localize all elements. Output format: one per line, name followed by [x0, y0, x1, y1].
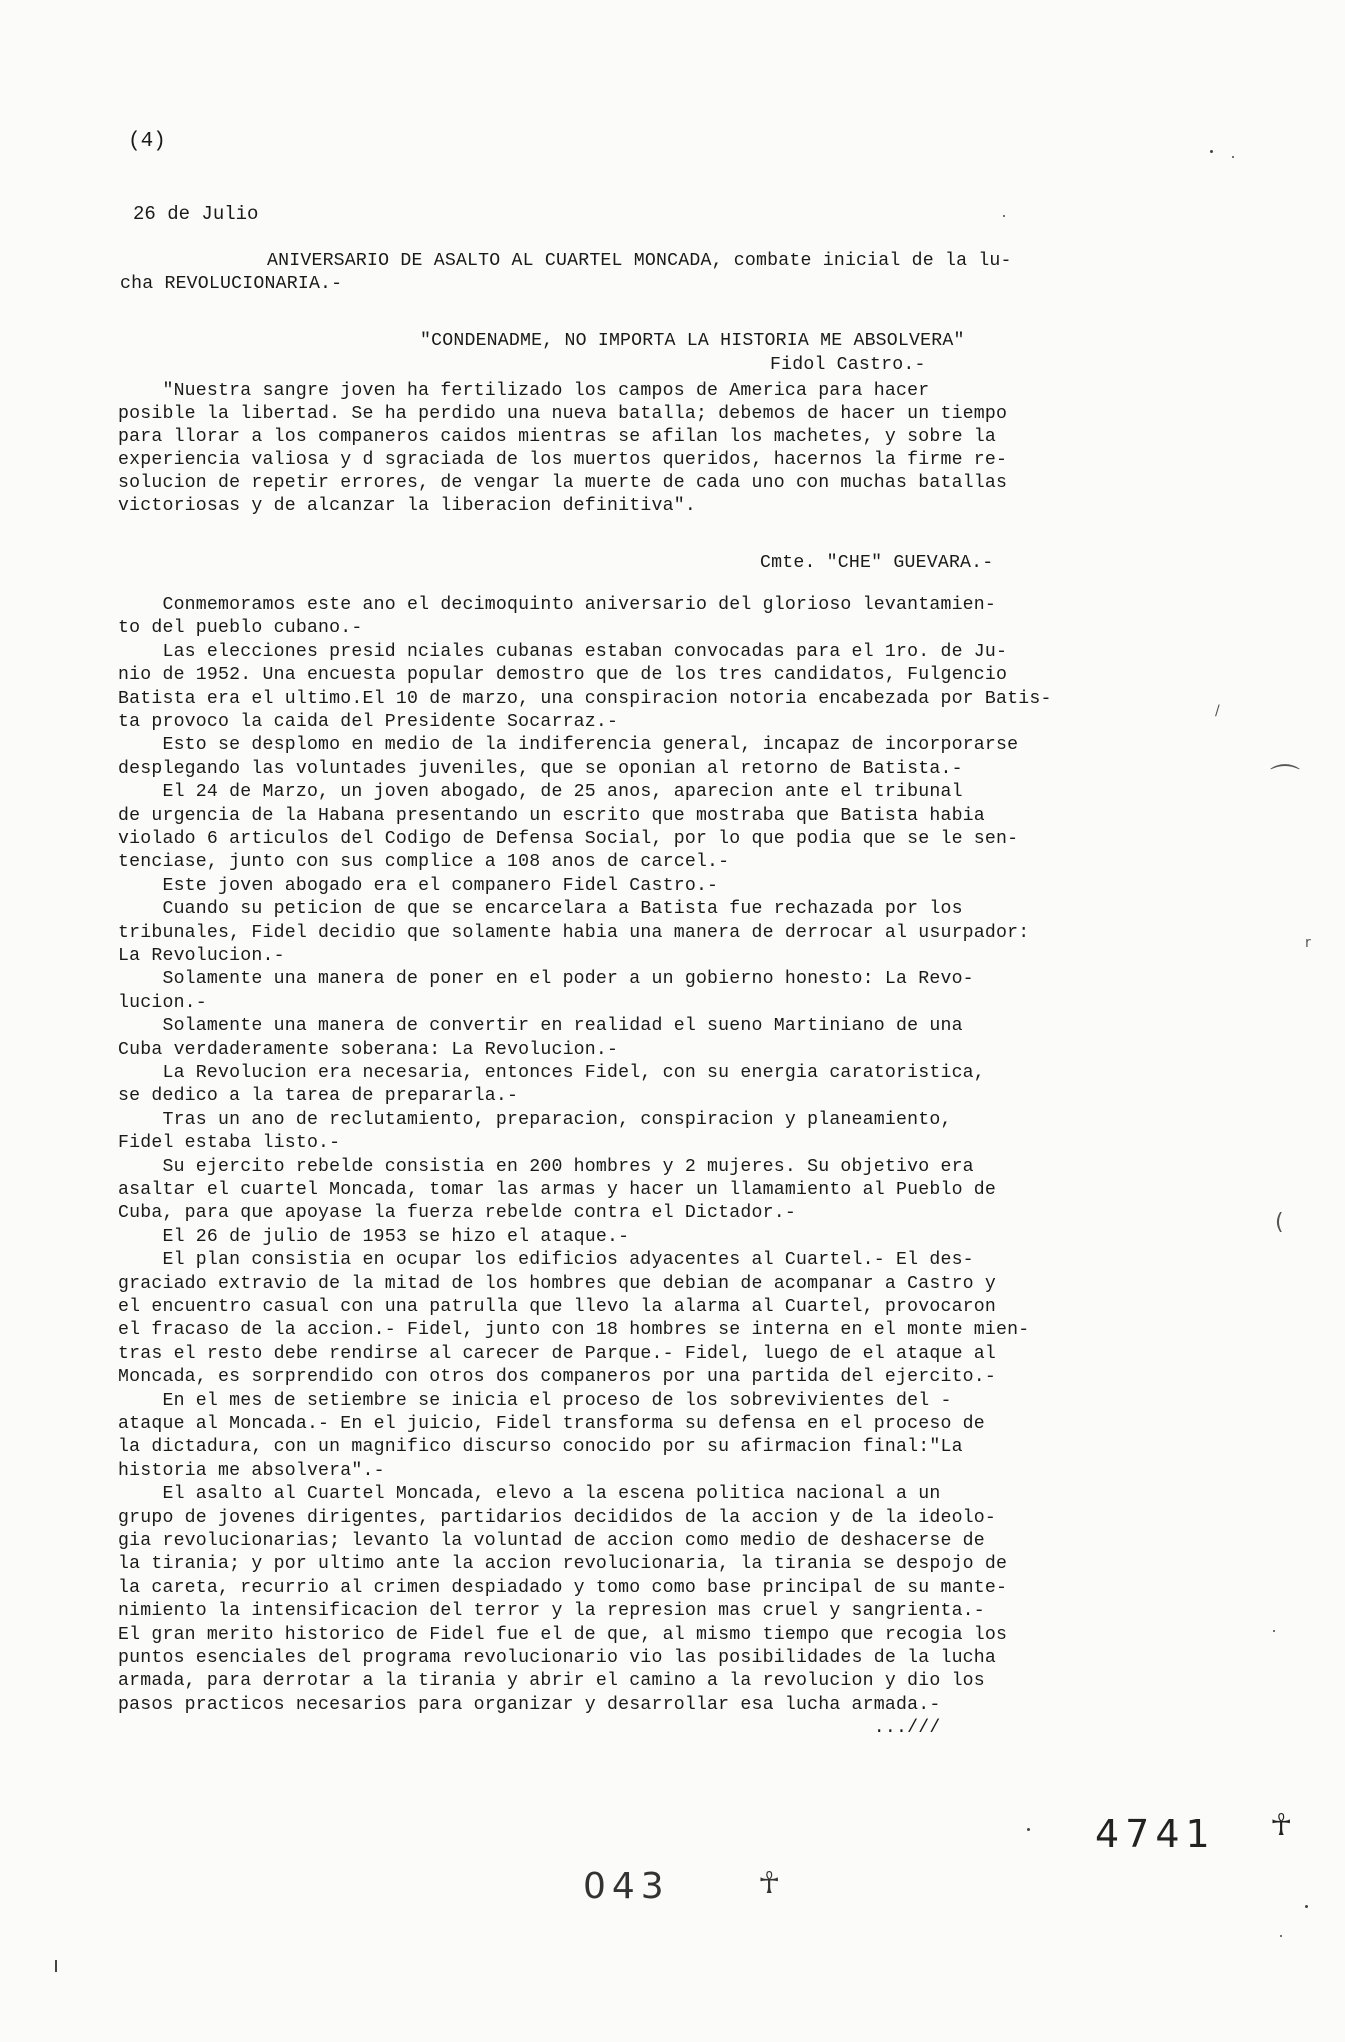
scan-speck: [1305, 1905, 1308, 1908]
body-line: grupo de jovenes dirigentes, partidarios decididos de la accion y de la ideolo-: [118, 1507, 997, 1528]
stamp-glyph-icon: ☥: [1270, 1808, 1293, 1843]
scan-speck: [1232, 156, 1234, 158]
body-line: Tras un ano de reclutamiento, preparacion, conspiracion y planeamiento,: [118, 1109, 952, 1130]
body-line: la careta, recurrio al crimen despiadado y tomo como base principal de su mante-: [118, 1577, 1008, 1598]
body-line: Conmemoramos este ano el decimoquinto aniversario del glorioso levantamien-: [118, 595, 997, 615]
scan-speck: [55, 1960, 57, 1972]
body-line: asaltar el cuartel Moncada, tomar las armas y hacer un llamamiento al Pueblo de: [118, 1180, 997, 1200]
body-line: se dedico a la tarea de prepararla.-: [118, 1086, 519, 1107]
body-line: tenciase, junto con sus complice a 108 anos de carcel.-: [118, 852, 730, 873]
body-line: Fidel estaba listo.-: [118, 1133, 341, 1154]
scan-speck: [1210, 150, 1213, 153]
folio-number: 043: [583, 1866, 670, 1907]
body-line: El 24 de Marzo, un joven abogado, de 25 anos, aparecion ante el tribunal: [118, 782, 963, 803]
stamp-number: 4741: [1095, 1812, 1216, 1856]
page-number: (4): [128, 130, 166, 153]
margin-mark-icon: ⌒: [1270, 763, 1300, 798]
body-line: tribunales, Fidel decidio que solamente habia una manera de derrocar al usurpador:: [118, 922, 1030, 943]
quote-line: solucion de repetir errores, de vengar la muerte de cada uno con muchas batallas: [118, 473, 1008, 493]
quote-line: experiencia valiosa y d sgraciada de los muertos queridos, hacernos la firme re-: [118, 450, 1008, 470]
body-line: En el mes de setiembre se inicia el proceso de los sobrevivientes del -: [118, 1390, 952, 1411]
che-quote: [118, 380, 1007, 518]
body-line: ataque al Moncada.- En el juicio, Fidel transforma su defensa en el proceso de: [118, 1414, 985, 1434]
heading-line: ANIVERSARIO DE ASALTO AL CUARTEL MONCADA, combate inicial de la lu-: [267, 251, 1012, 271]
margin-mark-icon: (: [1275, 1210, 1284, 1235]
body-line: de urgencia de la Habana presentando un escrito que mostraba que Batista habia: [118, 805, 985, 826]
quote-line: victoriosas y de alcanzar la liberacion definitiva".: [118, 496, 696, 516]
body-line: La Revolucion era necesaria, entonces Fidel, con su energia caratoristica,: [118, 1063, 985, 1083]
body-line: Esto se desplomo en medio de la indiferencia general, incapaz de incorporarse: [118, 735, 1019, 756]
body-line: Cuba, para que apoyase la fuerza rebelde contra el Dictador.-: [118, 1203, 796, 1224]
body-line: ta provoco la caida del Presidente Socarraz.-: [118, 712, 619, 732]
che-signature: Cmte. "CHE" GUEVARA.-: [760, 553, 994, 573]
quote-line: para llorar a los companeros caidos mientras se afilan los machetes, y sobre la: [118, 427, 997, 447]
body-line: el encuentro casual con una patrulla que llevo la alarma al Cuartel, provocaron: [118, 1297, 997, 1317]
body-line: El plan consistia en ocupar los edificios adyacentes al Cuartel.- El des-: [118, 1250, 974, 1271]
body-line: el fracaso de la accion.- Fidel, junto con 18 hombres se interna en el monte mien-: [118, 1320, 1030, 1341]
body-line: la tirania; y por ultimo ante la accion revolucionaria, la tirania se despojo de: [118, 1554, 1008, 1575]
body-line: nimiento la intensificacion del terror y la represion mas cruel y sangrienta.-: [118, 1601, 985, 1622]
quote-line: "Nuestra sangre joven ha fertilizado los campos de America para hacer: [118, 381, 930, 401]
scan-speck: [1280, 1935, 1282, 1937]
stamp-glyph-icon: ☥: [758, 1866, 781, 1901]
body-line: puntos esenciales del programa revolucionario vio las posibilidades de la lucha: [118, 1648, 997, 1668]
body-line: armada, para derrotar a la tirania y abrir el camino a la revolucion y dio los: [118, 1671, 985, 1692]
body-line: ...///: [118, 1718, 941, 1739]
scan-speck: [1027, 1828, 1030, 1831]
margin-mark-icon: r: [1305, 935, 1311, 951]
body-line: Solamente una manera de poner en el poder a un gobierno honesto: La Revo-: [118, 969, 974, 990]
scan-speck: [1003, 215, 1005, 217]
body-line: lucion.-: [118, 992, 207, 1013]
heading-block: [120, 250, 1012, 296]
quote-line: posible la libertad. Se ha perdido una nueva batalla; debemos de hacer un tiempo: [118, 404, 1008, 424]
body-line: violado 6 articulos del Codigo de Defensa Social, por lo que podia que se le sen-: [118, 829, 1019, 849]
body-line: Cuando su peticion de que se encarcelara a Batista fue rechazada por los: [118, 899, 963, 920]
margin-mark-icon: /: [1215, 703, 1220, 719]
body-line: Las elecciones presid nciales cubanas estaban convocadas para el 1ro. de Ju-: [118, 641, 1008, 662]
body-line: El asalto al Cuartel Moncada, elevo a la escena politica nacional a un: [118, 1484, 941, 1505]
heading-line: cha REVOLUCIONARIA.-: [120, 274, 343, 294]
body-line: la dictadura, con un magnifico discurso conocido por su afirmacion final:"La: [118, 1437, 963, 1458]
motto-quote: "CONDENADME, NO IMPORTA LA HISTORIA ME ABSOLVERA": [420, 331, 965, 351]
scan-speck: [1273, 1630, 1275, 1632]
body-line: Su ejercito rebelde consistia en 200 hombres y 2 mujeres. Su objetivo era: [118, 1156, 974, 1177]
body-line: historia me absolvera".-: [118, 1460, 385, 1481]
body-line: Batista era el ultimo.El 10 de marzo, una conspiracion notoria encabezada por Batis-: [118, 688, 1052, 709]
body-line: El 26 de julio de 1953 se hizo el ataque.-: [118, 1226, 630, 1247]
body-line: Cuba verdaderamente soberana: La Revolucion.-: [118, 1039, 619, 1060]
body-line: gia revolucionarias; levanto la voluntad de accion como medio de deshacerse de: [118, 1531, 985, 1551]
body-line: El gran merito historico de Fidel fue el de que, al mismo tiempo que recogia los: [118, 1624, 1008, 1645]
body-line: La Revolucion.-: [118, 946, 285, 966]
body-line: pasos practicos necesarios para organizar y desarrollar esa lucha armada.-: [118, 1694, 941, 1715]
motto-author: Fidol Castro.-: [770, 355, 926, 375]
body-line: desplegando las voluntades juveniles, que se oponian al retorno de Batista.-: [118, 758, 963, 779]
date-line: 26 de Julio: [133, 203, 259, 225]
body-line: to del pueblo cubano.-: [118, 618, 363, 639]
body-line: graciado extravio de la mitad de los hombres que debian de acompanar a Castro y: [118, 1273, 997, 1294]
body-line: tras el resto debe rendirse al carecer de Parque.- Fidel, luego de el ataque al: [118, 1343, 997, 1364]
body-line: Este joven abogado era el companero Fidel Castro.-: [118, 875, 719, 896]
body-line: Solamente una manera de convertir en realidad el sueno Martiniano de una: [118, 1016, 963, 1037]
body-line: nio de 1952. Una encuesta popular demostro que de los tres candidatos, Fulgencio: [118, 665, 1008, 686]
body-line: Moncada, es sorprendido con otros dos companeros por una partida del ejercito.-: [118, 1367, 997, 1388]
